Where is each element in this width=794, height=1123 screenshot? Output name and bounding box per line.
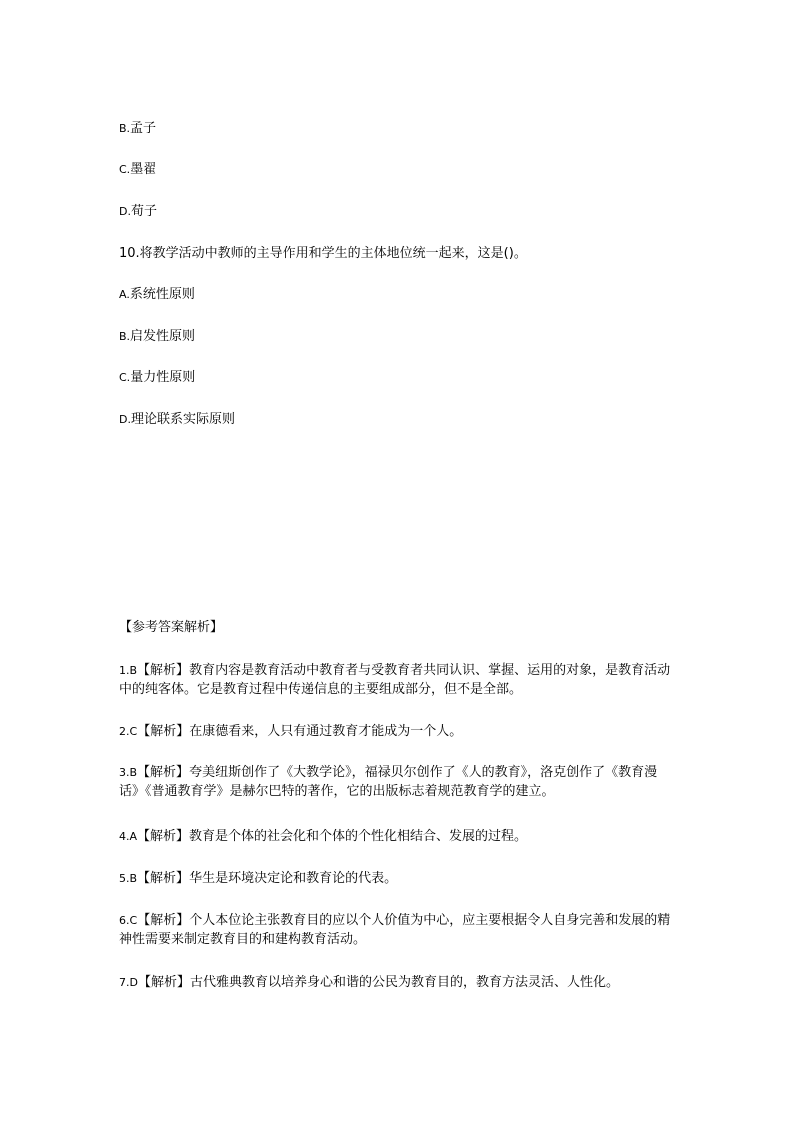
answer-text: 古代雅典教育以培养身心和谐的公民为教育目的，教育方法灵活、人性化。 [189,975,619,990]
option-label: C. [119,371,131,384]
option-text: 荀子 [130,204,157,219]
option-9c [119,160,675,179]
answer-tag: 【解析】 [137,975,190,990]
answer-tag: 【解析】 [137,724,190,739]
option-text: 系统性原则 [129,287,195,302]
answer-item [119,722,675,741]
option-label: B. [119,330,131,343]
answer-text: 教育是个体的社会化和个体的个性化相结合、发展的过程。 [189,829,528,844]
answer-item [119,763,675,801]
option-text: 量力性原则 [130,370,196,385]
answer-item [119,827,675,846]
answer-item [119,869,675,888]
answer-item [119,661,675,699]
answer-tag: 【解析】 [137,663,190,678]
answer-number: 7.D [119,976,138,989]
answer-item [119,911,675,949]
option-9b [119,119,675,138]
answer-number: 2.C [119,725,138,738]
option-10a [119,285,675,304]
answer-tag: 【解析】 [137,829,190,844]
answer-text: 华生是环境决定论和教育论的代表。 [189,871,398,886]
option-text: 启发性原则 [130,329,196,344]
answer-tag: 【解析】 [137,871,190,886]
answer-text: 教育内容是教育活动中教育者与受教育者共同认识、掌握、运用的对象，是教育活动中的纯客体。它是教育过程中传递信息的主要组成部分，但不是全部。 [119,663,671,697]
answer-number: 1.B [119,664,138,677]
option-10c [119,368,675,387]
option-text: 墨翟 [130,162,157,177]
option-10b [119,327,675,346]
answer-number: 5.B [119,872,138,885]
option-label: C. [119,163,131,176]
answer-text: 夸美纽斯创作了《大教学论》，福禄贝尔创作了《人的教育》，洛克创作了《教育漫话》《普通教育学》是赫尔巴特的著作，它的出版标志着规范教育学的建立。 [119,765,658,799]
option-text: 理论联系实际原则 [130,412,235,427]
option-label: B. [119,122,131,135]
answer-item [119,973,675,992]
option-10d [119,410,675,429]
answer-text: 个人本位论主张教育目的应以个人价值为中心，应主要根据令人自身完善和发展的精神性需要来制定教育目的和建构教育活动。 [119,913,671,947]
answer-text: 在康德看来，人只有通过教育才能成为一个人。 [189,724,463,739]
answer-tag: 【解析】 [137,913,190,928]
option-9d [119,202,675,221]
option-label: D. [119,205,131,218]
answer-number: 4.A [119,830,138,843]
question-10-stem: 10.将教学活动中教师的主导作用和学生的主体地位统一起来，这是()。 [119,246,527,261]
answers-heading: 【参考答案解析】 [119,620,224,635]
answer-number: 3.B [119,766,138,779]
option-text: 孟子 [130,121,157,136]
option-label: D. [119,413,131,426]
answer-number: 6.C [119,914,138,927]
option-label: A. [119,288,130,301]
answer-tag: 【解析】 [137,765,190,780]
